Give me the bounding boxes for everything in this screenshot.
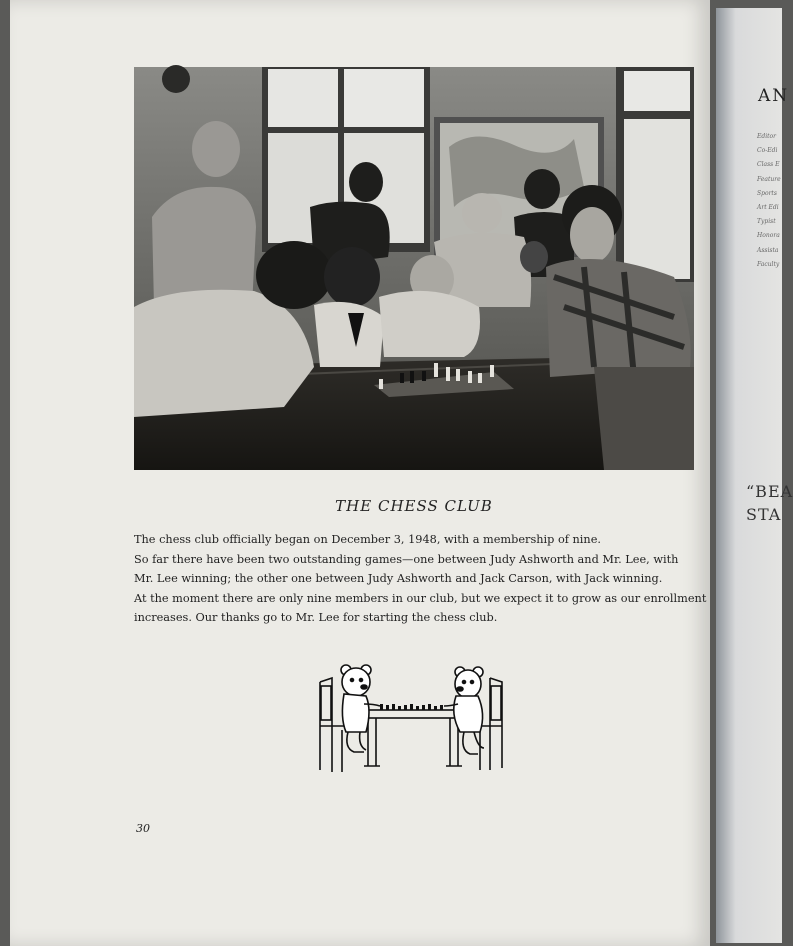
staff-list-item: Sports (757, 189, 777, 197)
page-number: 30 (136, 822, 150, 835)
quote-line: STA (746, 505, 782, 524)
chess-club-photo (134, 67, 694, 470)
facing-page-title: AN (758, 86, 790, 106)
staff-list-item: Editor (757, 133, 777, 140)
staff-list-item: Co-Edi (757, 147, 778, 155)
staff-list-item: Typist (757, 218, 776, 226)
bears-playing-chess-illustration (314, 660, 506, 780)
paragraph-line: increases. Our thanks go to Mr. Lee for starting the chess club. (134, 611, 498, 625)
staff-list-item: Class E (757, 161, 780, 169)
facing-page-quote (746, 480, 793, 526)
staff-list-item: Art Edi (757, 203, 779, 211)
photo-caption: THE CHESS CLUB (335, 497, 493, 515)
staff-list-item: Assista (757, 246, 779, 254)
paragraph-line: At the moment there are only nine members in our club, but we expect it to grow as our enrollment (134, 591, 707, 605)
article-body (134, 530, 707, 628)
quote-line: “BEA (746, 482, 793, 501)
staff-list-item: Feature (757, 175, 781, 183)
staff-list-item: Faculty (757, 260, 780, 268)
paragraph-line: So far there have been two outstanding games—one between Judy Ashworth and Mr. Lee, with (134, 552, 679, 566)
yearbook-page (10, 0, 710, 946)
paragraph-line: Mr. Lee winning; the other one between Judy Ashworth and Jack Carson, with Jack winning. (134, 572, 663, 586)
staff-list-item: Honora (757, 232, 780, 240)
paragraph-line: The chess club officially began on December 3, 1948, with a membership of nine. (134, 533, 601, 546)
facing-page-edge (716, 8, 793, 943)
staff-list (757, 130, 781, 272)
